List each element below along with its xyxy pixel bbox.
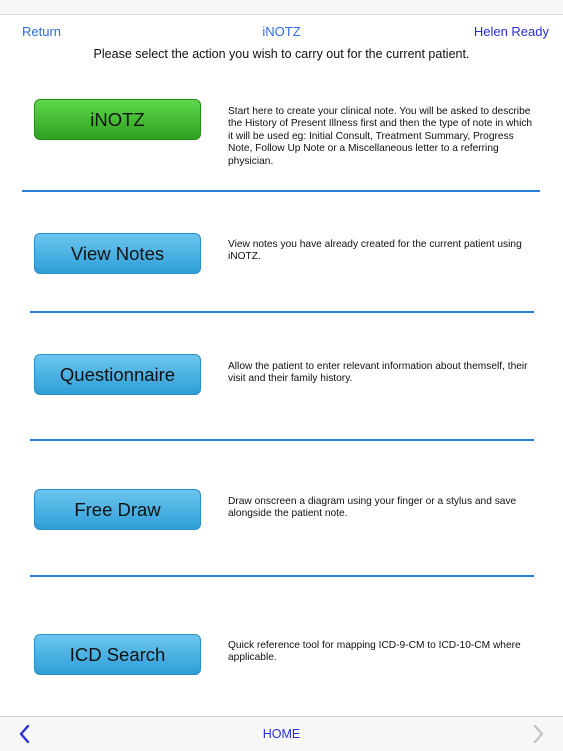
navigation-bar bbox=[0, 15, 563, 47]
icd-search-button[interactable]: ICD Search bbox=[34, 634, 201, 675]
view-notes-description: View notes you have already created for the current patient using iNOTZ. bbox=[228, 239, 522, 263]
chevron-right-icon bbox=[533, 724, 545, 749]
nav-title: iNOTZ bbox=[262, 24, 301, 39]
bottom-toolbar bbox=[0, 716, 563, 751]
return-button[interactable]: Return bbox=[22, 24, 62, 39]
inotz-description: Start here to create your clinical note. You will be asked to describe the History of Present Illness first and then the type of note in which it will be used eg: Initial Consult, Treatment Summary, Progress Note, Follow Up Note or a Miscellaneous letter to a referring physician. bbox=[228, 106, 533, 167]
section-divider bbox=[30, 439, 534, 441]
home-button[interactable]: HOME bbox=[262, 727, 301, 741]
inotz-button[interactable]: iNOTZ bbox=[34, 99, 201, 140]
questionnaire-description: Allow the patient to enter relevant information about themself, their visit and their family history. bbox=[228, 361, 528, 385]
section-divider bbox=[22, 190, 540, 192]
questionnaire-button[interactable]: Questionnaire bbox=[34, 354, 201, 395]
instruction-text: Please select the action you wish to carry out for the current patient. bbox=[93, 47, 470, 61]
view-notes-button[interactable]: View Notes bbox=[34, 233, 201, 274]
free-draw-button[interactable]: Free Draw bbox=[34, 489, 201, 530]
section-divider bbox=[30, 311, 534, 313]
status-bar bbox=[0, 0, 563, 15]
icd-search-description: Quick reference tool for mapping ICD-9-CM to ICD-10-CM where applicable. bbox=[228, 640, 521, 664]
current-user-button[interactable]: Helen Ready bbox=[473, 24, 549, 39]
section-divider bbox=[30, 575, 534, 577]
free-draw-description: Draw onscreen a diagram using your finger or a stylus and save alongside the patient note. bbox=[228, 496, 517, 520]
